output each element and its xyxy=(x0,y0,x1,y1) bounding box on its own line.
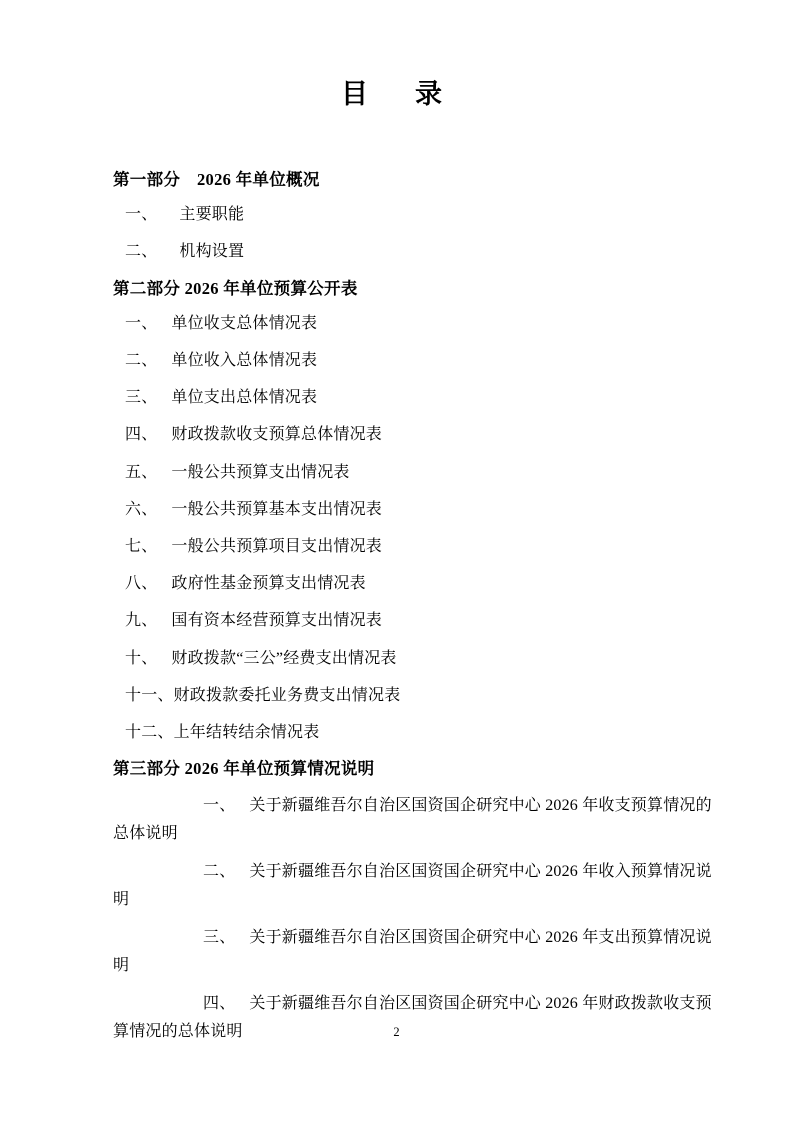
toc-entry-label: 单位收入总体情况表 xyxy=(171,352,318,370)
toc-entry[interactable] xyxy=(113,349,721,372)
toc-entry-number: 四、 xyxy=(203,995,236,1013)
toc-entry[interactable] xyxy=(113,498,721,521)
toc-entry[interactable] xyxy=(113,240,721,263)
toc-entry-number: 十二、 xyxy=(125,723,174,741)
toc-entry[interactable] xyxy=(113,721,721,744)
toc-entry[interactable] xyxy=(113,647,721,670)
toc-part-heading-2[interactable]: 第二部分 2026 年单位预算公开表 xyxy=(113,278,358,298)
toc-entry-label: 关于新疆维吾尔自治区国资国企研究中心 2026 年收支预算情况的总体说明 xyxy=(113,797,712,843)
toc-entry[interactable] xyxy=(113,386,721,409)
toc-entry-number: 一、 xyxy=(203,797,236,815)
toc-entry-label: 财政拨款委托业务费支出情况表 xyxy=(173,686,401,704)
page-number: 2 xyxy=(393,1025,400,1039)
toc-entry-number: 一、 xyxy=(125,206,158,224)
toc-entry[interactable] xyxy=(113,423,721,446)
toc-entry-label: 国有资本经营预算支出情况表 xyxy=(171,612,383,630)
toc-entry-label: 上年结转结余情况表 xyxy=(173,723,320,741)
toc-entry[interactable] xyxy=(113,684,721,707)
toc-entry-label: 财政拨款“三公”经费支出情况表 xyxy=(171,649,397,667)
toc-entry-label: 财政拨款收支预算总体情况表 xyxy=(171,426,383,444)
toc-entry-label: 政府性基金预算支出情况表 xyxy=(171,575,366,593)
toc-entry[interactable] xyxy=(113,792,721,848)
toc-part-heading-1[interactable]: 第一部分 2026 年单位概况 xyxy=(113,170,320,189)
toc-entry-label: 一般公共预算基本支出情况表 xyxy=(171,500,383,518)
toc-entry-number: 二、 xyxy=(203,863,236,881)
toc-entry-number: 七、 xyxy=(125,538,158,556)
toc-entry[interactable] xyxy=(113,535,721,558)
toc-entry-number: 三、 xyxy=(203,929,236,947)
toc-entry-label: 关于新疆维吾尔自治区国资国企研究中心 2026 年财政拨款收支预算情况的总体说明 xyxy=(113,995,712,1041)
toc-entry[interactable] xyxy=(113,858,721,914)
toc-entry-number: 三、 xyxy=(125,389,158,407)
table-of-contents xyxy=(0,169,793,1046)
toc-entry-number: 六、 xyxy=(125,500,158,518)
toc-entry-number: 十一、 xyxy=(125,686,174,704)
toc-entry-label: 关于新疆维吾尔自治区国资国企研究中心 2026 年收入预算情况说明 xyxy=(113,863,712,909)
toc-entry-number: 九、 xyxy=(125,612,158,630)
toc-entry-number: 一、 xyxy=(125,314,158,332)
toc-entry-label: 一般公共预算项目支出情况表 xyxy=(171,538,383,556)
toc-entry-label: 一般公共预算支出情况表 xyxy=(171,463,350,481)
toc-entry-number: 二、 xyxy=(125,352,158,370)
toc-entry-label: 主要职能 xyxy=(179,206,245,224)
toc-entry[interactable] xyxy=(113,609,721,632)
toc-entry-number: 五、 xyxy=(125,463,158,481)
toc-entry[interactable] xyxy=(113,461,721,484)
toc-entry-number: 十、 xyxy=(125,649,158,667)
toc-entry-label: 关于新疆维吾尔自治区国资国企研究中心 2026 年支出预算情况说明 xyxy=(113,929,712,975)
toc-entry-number: 八、 xyxy=(125,575,158,593)
toc-entry-number: 四、 xyxy=(125,426,158,444)
toc-entry-number: 二、 xyxy=(125,243,158,261)
page-title: 目 录 xyxy=(341,79,452,109)
toc-entry[interactable] xyxy=(113,572,721,595)
toc-entry[interactable] xyxy=(113,203,721,226)
toc-part-heading-3[interactable]: 第三部分 2026 年单位预算情况说明 xyxy=(113,759,375,779)
toc-entry-label: 单位收支总体情况表 xyxy=(171,314,318,332)
toc-entry[interactable] xyxy=(113,312,721,335)
toc-entry-label: 单位支出总体情况表 xyxy=(171,389,318,407)
toc-entry-label: 机构设置 xyxy=(179,243,245,261)
toc-entry[interactable] xyxy=(113,924,721,980)
